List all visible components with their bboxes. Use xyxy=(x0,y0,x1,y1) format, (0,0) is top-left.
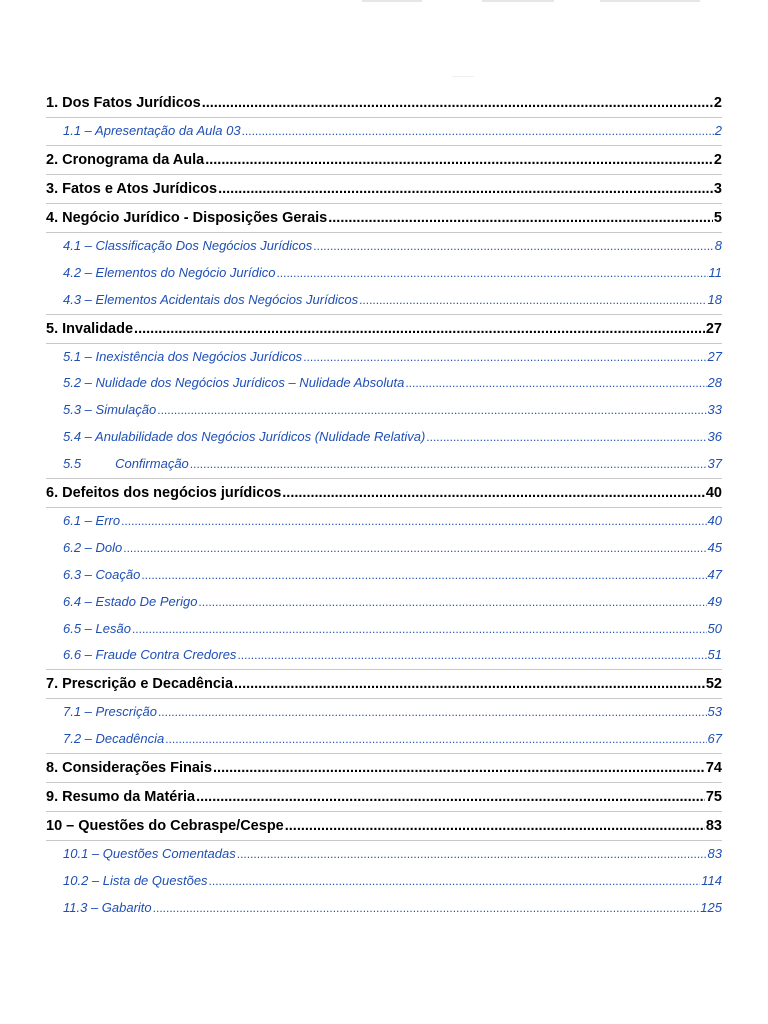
dot-leader xyxy=(196,783,705,811)
dot-leader xyxy=(205,146,713,174)
toc-entry-1-1[interactable] xyxy=(46,118,722,146)
dot-leader xyxy=(242,118,714,145)
dot-leader xyxy=(153,895,700,922)
toc-page-number: 74 xyxy=(705,760,722,777)
toc-entry-title: 6.6 – Fraude Contra Credores xyxy=(63,647,237,663)
dot-leader xyxy=(359,287,706,314)
toc-entry-4-3[interactable] xyxy=(46,287,722,315)
toc-entry-title: 5.2 – Nulidade dos Negócios Jurídicos – Nulidade Absoluta xyxy=(63,375,405,391)
toc-page-number: 33 xyxy=(707,402,722,418)
dot-leader xyxy=(165,726,706,753)
toc-page-number: 37 xyxy=(707,456,722,472)
toc-page-number: 125 xyxy=(700,899,722,915)
toc-entry-title: 9. Resumo da Matéria xyxy=(46,789,196,806)
toc-entry-7[interactable] xyxy=(46,670,722,699)
toc-entry-2[interactable] xyxy=(46,146,722,175)
toc-page-number: 83 xyxy=(707,846,722,862)
toc-page-number: 27 xyxy=(707,348,722,364)
toc-entry-10-1[interactable] xyxy=(46,841,722,868)
toc-entry-5-4[interactable] xyxy=(46,424,722,451)
toc-page-number: 2 xyxy=(713,95,722,111)
dot-leader xyxy=(157,397,706,424)
toc-entry-6-3[interactable] xyxy=(46,562,722,589)
toc-entry-4-1[interactable] xyxy=(46,233,722,260)
toc-entry-title: 4. Negócio Jurídico - Disposições Gerais xyxy=(46,209,328,226)
toc-entry-title: 4.1 – Classificação Dos Negócios Jurídicos xyxy=(63,237,313,253)
toc-entry-title: 3. Fatos e Atos Jurídicos xyxy=(46,180,218,197)
dot-leader xyxy=(213,754,705,782)
toc-page-number: 40 xyxy=(707,513,722,529)
toc-entry-title: 6.1 – Erro xyxy=(63,513,121,529)
dot-leader xyxy=(405,370,706,397)
toc-entry-title: 5.1 – Inexistência dos Negócios Jurídicos xyxy=(63,348,303,364)
toc-entry-4-2[interactable] xyxy=(46,260,722,287)
toc-entry-11-3[interactable] xyxy=(46,895,722,922)
toc-entry-title: 6. Defeitos dos negócios jurídicos xyxy=(46,485,282,502)
toc-page-number: 52 xyxy=(705,676,722,693)
toc-entry-title: 1. Dos Fatos Jurídicos xyxy=(46,95,201,111)
toc-entry-title: 8. Considerações Finais xyxy=(46,760,213,777)
toc-page-number: 2 xyxy=(713,151,722,168)
toc-page-number: 28 xyxy=(707,375,722,391)
toc-entry-title xyxy=(63,451,189,478)
toc-entry-7-1[interactable] xyxy=(46,699,722,726)
dot-leader xyxy=(198,589,706,616)
toc-entry-title: 10.1 – Questões Comentadas xyxy=(63,846,236,862)
header-mark xyxy=(482,0,554,2)
dot-leader xyxy=(132,616,707,643)
dot-leader xyxy=(121,508,706,535)
toc-page-number: 5 xyxy=(713,209,722,226)
toc-entry-10-2[interactable] xyxy=(46,868,722,895)
toc-entry-number: 5.5 xyxy=(63,456,82,472)
toc-entry-6-2[interactable] xyxy=(46,535,722,562)
toc-entry-7-2[interactable] xyxy=(46,726,722,754)
toc-entry-title: 6.5 – Lesão xyxy=(63,620,131,636)
toc-entry-title: 6.2 – Dolo xyxy=(63,539,123,555)
toc-page-number: 18 xyxy=(707,291,722,307)
toc-entry-title: 7.1 – Prescrição xyxy=(63,704,157,720)
toc-entry-title: 4.2 – Elementos do Negócio Jurídico xyxy=(63,264,276,280)
toc-page-number: 83 xyxy=(705,818,722,835)
toc-page-number: 11 xyxy=(708,264,722,280)
dot-leader xyxy=(202,89,713,117)
toc-entry-6-5[interactable] xyxy=(46,616,722,643)
toc-page-number: 45 xyxy=(707,539,722,555)
dot-leader xyxy=(313,233,713,260)
toc-page-number: 27 xyxy=(705,320,722,337)
toc-entry-3[interactable] xyxy=(46,175,722,204)
dot-leader xyxy=(282,479,705,507)
toc-entry-4[interactable] xyxy=(46,204,722,233)
toc-entry-text: Confirmação xyxy=(115,456,189,472)
toc-page-number: 2 xyxy=(714,123,722,138)
dot-leader xyxy=(328,204,713,232)
toc-page-number: 53 xyxy=(707,704,722,720)
toc-page-number: 3 xyxy=(713,180,722,197)
dot-leader xyxy=(303,344,706,371)
toc-entry-5-3[interactable] xyxy=(46,397,722,424)
toc-entry-5-5[interactable] xyxy=(46,451,722,479)
toc-entry-6[interactable] xyxy=(46,479,722,508)
dot-leader xyxy=(209,868,701,895)
header-mark xyxy=(600,0,700,2)
toc-page-number: 114 xyxy=(701,873,722,889)
toc-entry-title: 1.1 – Apresentação da Aula 03 xyxy=(63,123,241,138)
header-mark xyxy=(452,76,474,77)
toc-entry-title: 7.2 – Decadência xyxy=(63,731,165,747)
toc-entry-8[interactable] xyxy=(46,754,722,783)
toc-entry-5[interactable] xyxy=(46,315,722,344)
dot-leader xyxy=(276,260,707,287)
header-mark xyxy=(362,0,422,2)
toc-page-number: 51 xyxy=(707,647,722,663)
toc-entry-title: 4.3 – Elementos Acidentais dos Negócios Jurídicos xyxy=(63,291,359,307)
toc-entry-6-6[interactable] xyxy=(46,642,722,670)
toc-entry-title: 7. Prescrição e Decadência xyxy=(46,676,234,693)
toc-page-number: 67 xyxy=(707,731,722,747)
toc-entry-5-2[interactable] xyxy=(46,370,722,397)
toc-page-number: 8 xyxy=(714,237,722,253)
toc-page-number: 47 xyxy=(707,566,722,582)
toc-entry-title: 5.3 – Simulação xyxy=(63,402,157,418)
toc-entry-title: 6.3 – Coação xyxy=(63,566,141,582)
toc-page-number: 75 xyxy=(705,789,722,806)
dot-leader xyxy=(426,424,706,451)
table-of-contents xyxy=(46,89,722,922)
dot-leader xyxy=(237,642,706,669)
toc-entry-6-1[interactable] xyxy=(46,508,722,535)
toc-entry-6-4[interactable] xyxy=(46,589,722,616)
dot-leader xyxy=(158,699,707,726)
dot-leader xyxy=(190,451,707,478)
toc-entry-title: 10 – Questões do Cebraspe/Cespe xyxy=(46,818,284,835)
toc-entry-title: 6.4 – Estado De Perigo xyxy=(63,593,198,609)
toc-entry-1[interactable] xyxy=(46,89,722,118)
toc-entry-title: 10.2 – Lista de Questões xyxy=(63,873,208,889)
dot-leader xyxy=(285,812,705,840)
dot-leader xyxy=(234,670,705,698)
toc-entry-5-1[interactable] xyxy=(46,344,722,371)
dot-leader xyxy=(123,535,706,562)
toc-page-number: 49 xyxy=(707,593,722,609)
dot-leader xyxy=(134,315,705,343)
dot-leader xyxy=(237,841,707,868)
toc-entry-title: 5. Invalidade xyxy=(46,320,134,337)
toc-entry-title: 11.3 – Gabarito xyxy=(63,899,152,915)
toc-entry-10[interactable] xyxy=(46,812,722,841)
toc-page-number: 36 xyxy=(707,429,722,445)
toc-entry-9[interactable] xyxy=(46,783,722,812)
toc-page-number: 50 xyxy=(707,620,722,636)
dot-leader xyxy=(218,175,713,203)
toc-page-number: 40 xyxy=(705,485,722,502)
toc-entry-title: 5.4 – Anulabilidade dos Negócios Jurídicos (Nulidade Relativa) xyxy=(63,429,426,445)
dot-leader xyxy=(141,562,706,589)
toc-entry-title: 2. Cronograma da Aula xyxy=(46,151,205,168)
